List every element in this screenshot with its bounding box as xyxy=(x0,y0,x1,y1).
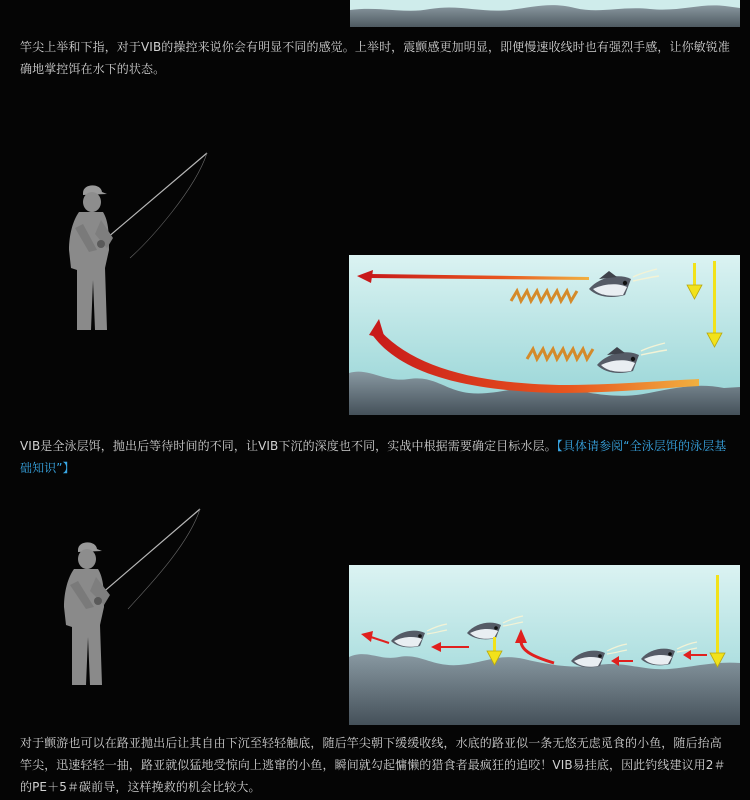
angler-illustration-2 xyxy=(50,505,210,690)
paragraph-water-layers-text: VIB是全泳层饵，抛出后等待时间的不同，让VIB下沉的深度也不同，实战中根据需要确定目标水层。 xyxy=(20,439,557,453)
top-water-panel xyxy=(350,0,740,27)
angler-silhouette-icon xyxy=(50,505,210,690)
seabed-strip-icon xyxy=(350,0,740,27)
water-layer-diagram xyxy=(349,255,740,415)
bottom-bounce-diagram xyxy=(349,565,740,725)
angler-silhouette-icon xyxy=(55,150,215,335)
paragraph-rod-position: 竿尖上举和下指，对于VIB的操控来说你会有明显不同的感觉。上举时，震颤感更加明显，即便慢速收线时也有强烈手感，让你敏锐准确地掌控饵在水下的状态。 xyxy=(20,40,730,76)
paragraph-bottom-bounce: 对于颤游也可以在路亚抛出后让其自由下沉至轻轻触底，随后竿尖朝下缓缓收线，水底的路亚似一条无悠无虑觅食的小鱼，随后抬高竿尖，迅速轻轻一抽，路亚就似猛地受惊向上逃窜的小鱼，瞬间就勾起慵懒的猎食者最疯狂的追咬！VIB易挂底，因此钓线建议用2＃的PE＋5＃碳前导，这样挽救的机会比较大。 xyxy=(20,736,726,794)
paragraph-water-layers xyxy=(20,435,732,479)
angler-illustration-1 xyxy=(55,150,215,335)
reference-link[interactable]: 【具体请参阅“全泳层饵的泳层基础知识”】 xyxy=(20,439,727,475)
